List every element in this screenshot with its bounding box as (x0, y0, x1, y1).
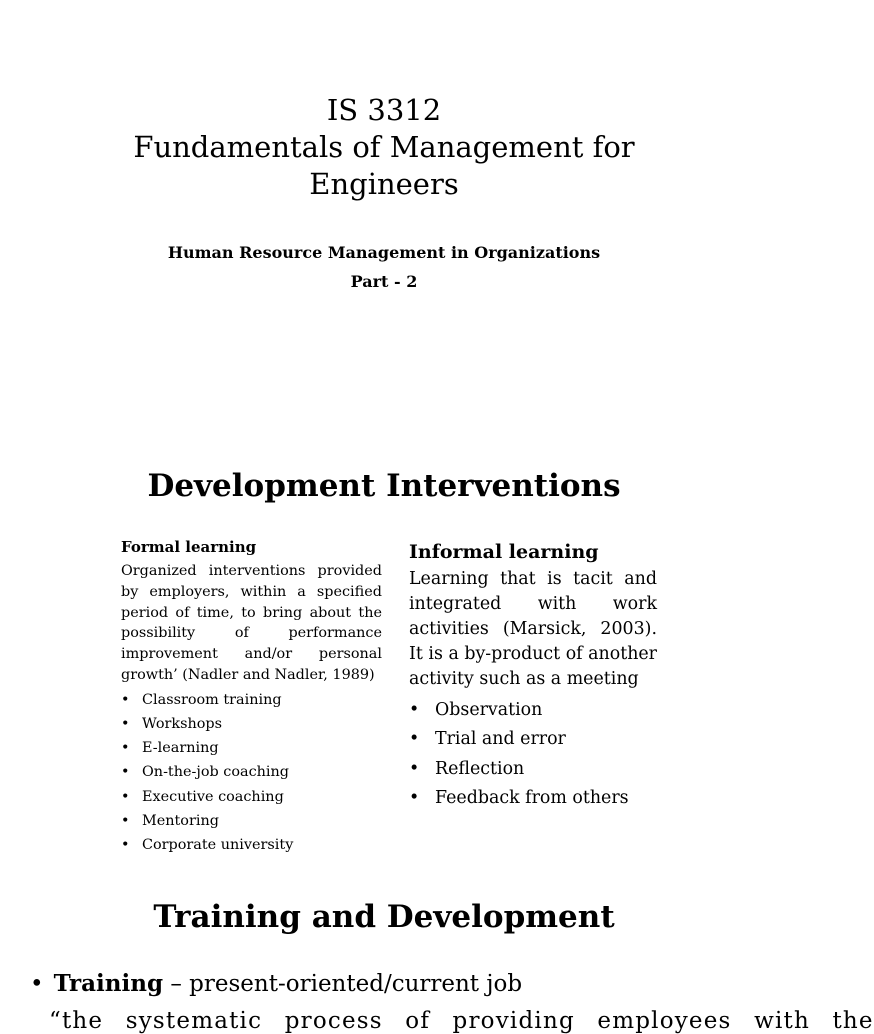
informal-learning-description: Learning that is tacit and integrated with work activities (Marsick, 2003). It is a by-product of another activity such as a meeting (409, 569, 657, 689)
training-quote: “the systematic process of providing employees with the (49, 1008, 874, 1034)
list-item: • Mentoring (121, 809, 382, 833)
list-item: • Corporate university (121, 833, 382, 857)
list-item: • E-learning (121, 736, 382, 760)
informal-learning-list (409, 696, 657, 813)
bullet-icon: • (409, 700, 420, 720)
training-term: Training (53, 970, 164, 997)
course-title (0, 92, 768, 203)
list-item: • Feedback from others (409, 784, 657, 813)
bullet-icon: • (121, 788, 130, 805)
bullet-icon: • (121, 740, 130, 757)
training-bullet (30, 970, 522, 997)
informal-learning-heading: Informal learning (409, 541, 599, 563)
formal-learning-heading: Formal learning (121, 538, 257, 556)
course-name-line1: Fundamentals of Management for (133, 130, 635, 164)
informal-learning-column (409, 538, 657, 813)
bullet-icon: • (121, 691, 130, 708)
bullet-icon: • (409, 729, 420, 750)
list-item: • Classroom training (121, 688, 382, 712)
course-code: IS 3312 (326, 93, 442, 127)
list-item: • Reflection (409, 755, 657, 784)
list-item: • Observation (409, 696, 657, 725)
formal-learning-list (121, 688, 382, 857)
slide-title-development-interventions: Development Interventions (147, 468, 621, 504)
list-item: • Executive coaching (121, 785, 382, 809)
list-item: • Trial and error (409, 725, 657, 754)
lecture-part: Part - 2 (350, 272, 418, 291)
bullet-icon: • (409, 787, 420, 808)
lecture-subtitle: Human Resource Management in Organizations (167, 243, 601, 262)
bullet-icon: • (121, 715, 130, 732)
bullet-icon: • (121, 836, 130, 853)
bullet-icon: • (409, 758, 420, 779)
list-item: • Workshops (121, 712, 382, 736)
slide-title-training-development: Training and Development (153, 899, 615, 935)
formal-learning-column (121, 538, 382, 857)
course-name-line2: Engineers (309, 167, 459, 201)
bullet-icon: • (30, 971, 44, 997)
bullet-icon: • (121, 812, 130, 829)
formal-learning-description: Organized interventions provided by employers, within a specified period of time, to bring about the possibility of performance improvement and/or personal growth’ (Nadler and Nadler, 1989) (121, 563, 382, 683)
bullet-icon: • (121, 764, 130, 781)
training-definition: – present-oriented/current job (163, 971, 523, 997)
list-item: • On-the-job coaching (121, 760, 382, 784)
